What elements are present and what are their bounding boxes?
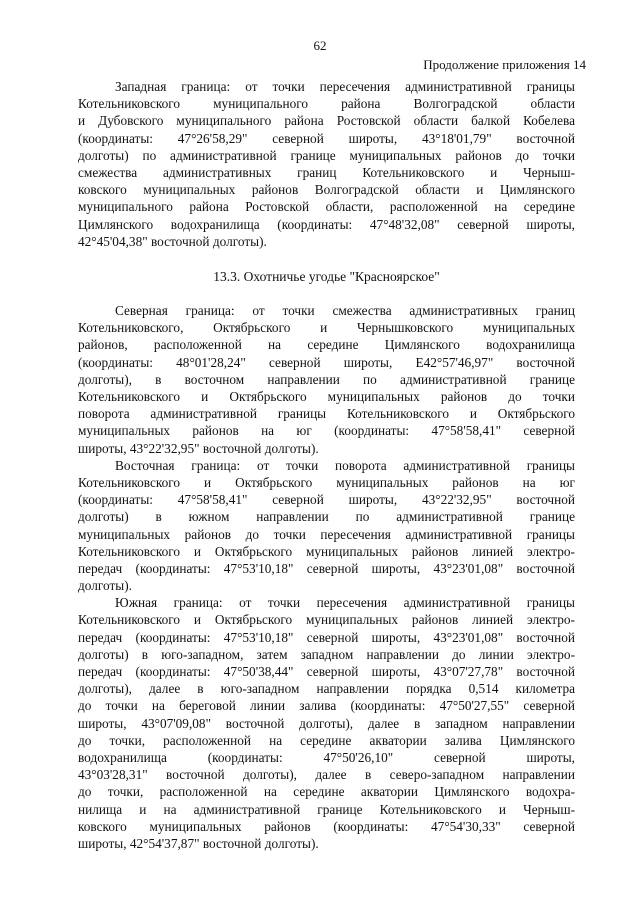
text-line: до точки, расположенной на середине акватории Цимлянского водохра- [78, 784, 575, 800]
text-line: муниципальных районов до точки пересечения административной границы [78, 526, 575, 542]
text-line: (координаты: 48°01'28,24" северной широты, Е42°57'46,97" восточной [78, 354, 575, 370]
text-line: нилища и на административной границе Котельниковского и Черныш- [78, 801, 575, 817]
text-line: Южная граница: от точки пересечения административной границы [115, 595, 575, 611]
text-line: водохранилища (координаты: 47°50'26,10" северной широты, [78, 749, 575, 765]
text-line: долготы) в юго-западном, затем западном направлении до линии электро- [78, 646, 575, 662]
text-line: 43°03'28,31" восточной долготы), далее в северо-западном направлении [78, 767, 575, 783]
text-line: долготы). [78, 578, 132, 594]
section-heading: 13.3. Охотничье угодье "Красноярское" [213, 268, 440, 284]
paragraph-eastern-border [78, 457, 575, 595]
text-line: 42°45'04,38" восточной долготы). [78, 233, 267, 249]
text-line: Котельниковского муниципального района Волгоградской области [78, 96, 575, 112]
text-line: районов, расположенной на середине Цимлянского водохранилища [78, 337, 575, 353]
text-line: и Дубовского муниципального района Ростовской области балкой Кобелева [78, 113, 575, 129]
text-line: Котельниковского и Октябрьского муниципальных районов на юг [78, 474, 575, 490]
text-line: Западная граница: от точки пересечения административной границы [115, 79, 575, 94]
text-line: ковского муниципальных районов Волгоградской области и Цимлянского [78, 182, 575, 198]
text-line: муниципального района Ростовской области, расположенной на середине [78, 199, 575, 215]
text-line: Котельниковского и Октябрьского муниципальных районов линией электро- [78, 543, 575, 559]
text-line: до точки, расположенной на середине акватории залива Цимлянского [78, 732, 575, 748]
appendix-continuation-note: Продолжение приложения 14 [423, 57, 586, 72]
text-line: смежества административных границ Котельниковского и Черныш- [78, 164, 575, 180]
text-line: ковского муниципальных районов (координаты: 47°54'30,33" северной [78, 818, 575, 834]
text-line: поворота административной границы Котельниковского и Октябрьского [78, 406, 575, 422]
text-line: широты, 42°54'37,87" восточной долготы). [78, 835, 319, 851]
text-line: долготы), в восточном направлении по административной границе [78, 371, 575, 387]
text-line: муниципальных районов на юг (координаты: 47°58'58,41" северной [78, 423, 575, 439]
text-line: передач (координаты: 47°53'10,18" северной широты, 43°23'01,08" восточной [78, 560, 575, 576]
text-line: долготы) по административной границе муниципальных районов до точки [78, 147, 575, 163]
text-line: (координаты: 47°58'58,41" северной широты, 43°22'32,95" восточной [78, 492, 575, 508]
text-line: широты, 43°22'32,95" восточной долготы). [78, 440, 319, 456]
text-line: до точки на береговой линии залива (координаты: 47°50'27,55" северной [78, 698, 575, 714]
text-line: (координаты: 47°26'58,29" северной широты, 43°18'01,79" восточной [78, 130, 575, 146]
paragraph-northern-border [78, 302, 575, 457]
text-line: долготы) в южном направлении по административной границе [78, 509, 575, 525]
document-body [78, 78, 575, 852]
text-line: широты, 43°07'09,08" восточной долготы), далее в западном направлении [78, 715, 575, 731]
text-line: Северная граница: от точки смежества административных границ [115, 303, 575, 319]
text-line: Цимлянского водохранилища (координаты: 47°48'32,08" северной широты, [78, 216, 575, 232]
paragraph-western-border [78, 78, 575, 250]
page-number: 62 [313, 38, 327, 53]
text-line: долготы), далее в юго-западном направлении порядка 0,514 километра [78, 681, 575, 697]
text-line: Котельниковского и Октябрьского муниципальных районов до точки [78, 389, 575, 404]
paragraph-southern-border [78, 594, 575, 852]
text-line: Котельниковского, Октябрьского и Чернышковского муниципальных [78, 320, 575, 336]
paragraph [78, 78, 575, 250]
text-line: Восточная граница: от точки поворота административной границы [115, 457, 575, 473]
section-body [78, 302, 575, 852]
text-line: передач (координаты: 47°50'38,44" северной широты, 43°07'27,78" восточной [78, 664, 575, 679]
text-line: передач (координаты: 47°53'10,18" северной широты, 43°23'01,08" восточной [78, 629, 575, 645]
text-line: Котельниковского и Октябрьского муниципальных районов линией электро- [78, 612, 575, 628]
